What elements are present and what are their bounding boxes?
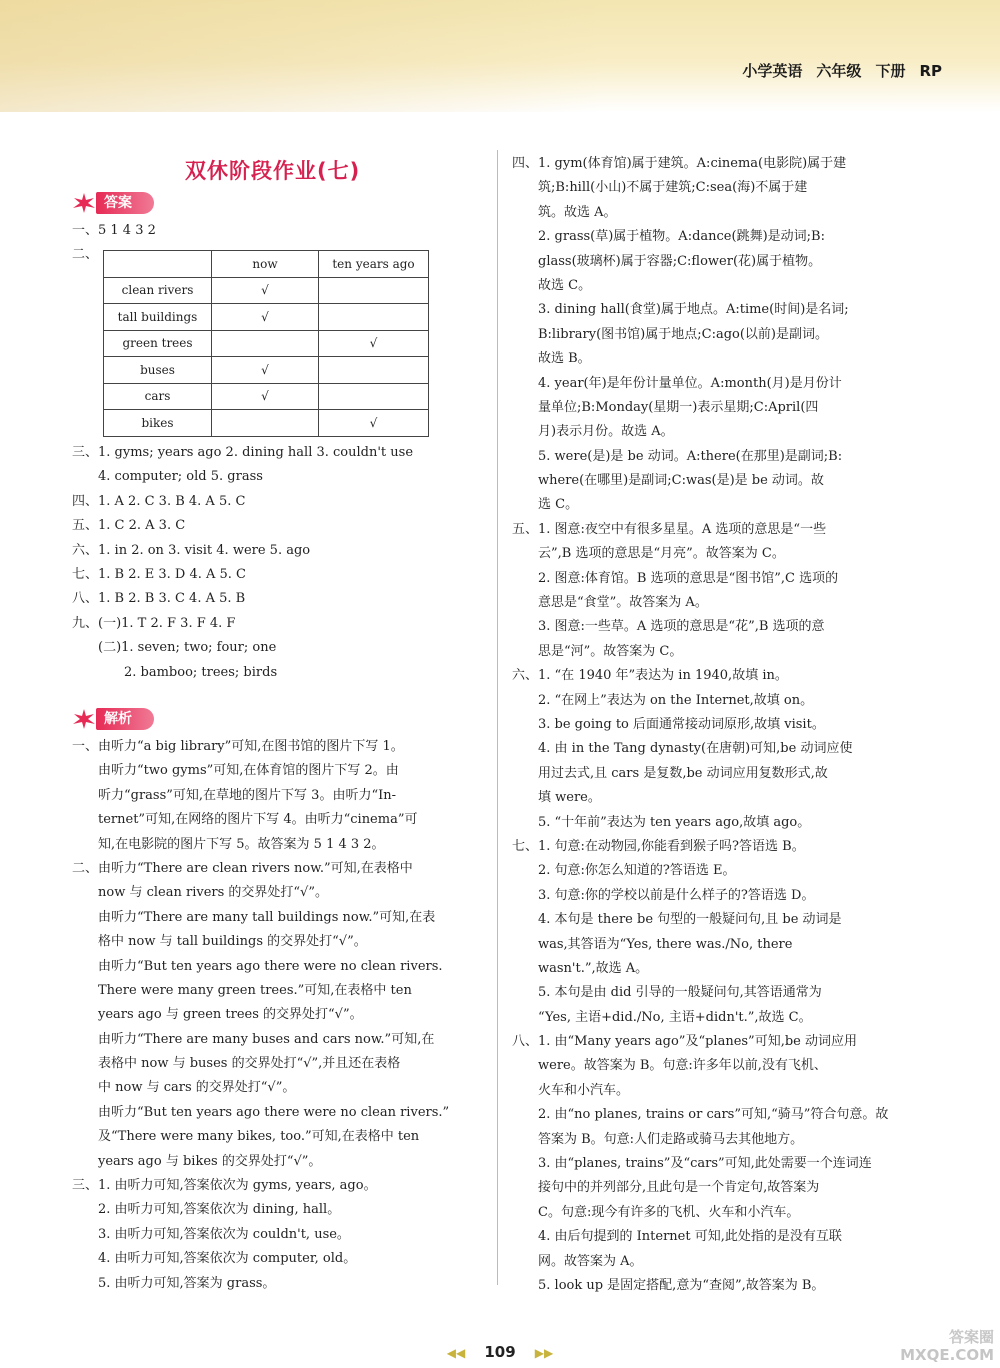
table-row xyxy=(104,410,429,437)
analysis-line: 2. 由听力可知,答案依次为 dining, hall。 xyxy=(72,1202,341,1218)
analysis-line: 填 were。 xyxy=(512,790,601,806)
answer-line: 六、1. in 2. on 3. visit 4. were 5. ago xyxy=(72,542,311,558)
analysis-line: 思是“河”。故答案为 C。 xyxy=(512,643,683,659)
analysis-line: 七、1. 句意:在动物园,你能看到猴子吗?答语选 B。 xyxy=(512,838,805,854)
analysis-line: 八、1. 由“Many years ago”及“planes”可知,be 动词应用 xyxy=(512,1034,857,1050)
table-header-cell: ten years ago xyxy=(319,251,429,278)
analysis-line: 2. grass(草)属于植物。A:dance(跳舞)是动词;B: xyxy=(512,229,825,245)
analysis-line: 5. 由听力可知,答案为 grass。 xyxy=(72,1275,276,1291)
table-cell: √ xyxy=(212,304,319,331)
table-header-cell xyxy=(104,251,212,278)
answer-table xyxy=(103,250,429,437)
answers-tag xyxy=(72,192,154,214)
table-cell: √ xyxy=(212,277,319,304)
column-divider xyxy=(497,150,498,1285)
answer-line: 九、(一)1. T 2. F 3. F 4. F xyxy=(72,615,236,631)
table-row xyxy=(104,357,429,384)
answer-line: 五、1. C 2. A 3. C xyxy=(72,518,186,534)
table-cell: √ xyxy=(319,330,429,357)
analysis-line: 2. 句意:你怎么知道的?答语选 E。 xyxy=(512,863,736,879)
analysis-tag xyxy=(72,708,154,730)
table-cell xyxy=(319,383,429,410)
table-cell: buses xyxy=(104,357,212,384)
header-info xyxy=(728,60,942,81)
analysis-line: B:library(图书馆)属于地点;C:ago(以前)是副词。 xyxy=(512,326,828,342)
answer-line: 三、1. gyms; years ago 2. dining hall 3. couldn't use xyxy=(72,445,414,460)
analysis-line: 火车和小汽车。 xyxy=(512,1082,630,1098)
table-row xyxy=(104,277,429,304)
analysis-line: 选 C。 xyxy=(512,497,579,513)
analysis-line: 2. 图意:体育馆。B 选项的意思是“图书馆”,C 选项的 xyxy=(512,570,839,586)
analysis-line: 意思是“食堂”。故答案为 A。 xyxy=(512,595,708,611)
page-footer xyxy=(0,1342,1000,1361)
header-subject: 小学英语 xyxy=(742,62,803,80)
analysis-line: 中 now 与 cars 的交界处打“√”。 xyxy=(72,1080,296,1096)
analysis-line: 5. 本句是由 did 引导的一般疑问句,其答语通常为 xyxy=(512,985,822,1001)
analysis-line: 故选 C。 xyxy=(512,277,592,293)
answers-block-2 xyxy=(72,441,492,685)
analysis-line: 故选 B。 xyxy=(512,351,591,367)
analysis-right-column xyxy=(512,152,937,1298)
table-row xyxy=(104,330,429,357)
analysis-line: 筑;B:hill(小山)不属于建筑;C:sea(海)不属于建 xyxy=(512,180,808,196)
analysis-line: 五、1. 图意:夜空中有很多星星。A 选项的意思是“一些 xyxy=(512,521,827,537)
analysis-line: 云”,B 选项的意思是“月亮”。故答案为 C。 xyxy=(512,546,785,562)
analysis-line: 3. 由听力可知,答案依次为 couldn't, use。 xyxy=(72,1226,350,1242)
answer-line: 八、1. B 2. B 3. C 4. A 5. B xyxy=(72,591,246,607)
analysis-line: 4. year(年)是年份计量单位。A:month(月)是月份计 xyxy=(512,375,842,391)
burst-icon xyxy=(72,708,96,730)
analysis-line: 筑。故选 A。 xyxy=(512,204,617,220)
answer-line: 四、1. A 2. C 3. B 4. A 5. C xyxy=(72,493,246,509)
banner-texture xyxy=(0,0,600,112)
analysis-line: 听力“grass”可知,在草地的图片下写 3。由听力“In- xyxy=(72,787,397,803)
analysis-line: 四、1. gym(体育馆)属于建筑。A:cinema(电影院)属于建 xyxy=(512,156,847,171)
analysis-line: 3. dining hall(食堂)属于地点。A:time(时间)是名词; xyxy=(512,302,849,318)
analysis-line: 由听力“But ten years ago there were no clean rivers. xyxy=(72,958,443,974)
analysis-line: 及“There were many bikes, too.”可知,在表格中 ten xyxy=(72,1129,420,1145)
answer-line: 一、5 1 4 3 2 xyxy=(72,223,156,238)
table-cell xyxy=(319,277,429,304)
analysis-line: 5. look up 是固定搭配,意为“查阅”,故答案为 B。 xyxy=(512,1277,825,1293)
table-header-row xyxy=(104,251,429,278)
header-banner xyxy=(0,0,1000,112)
answer-line: 2. bamboo; trees; birds xyxy=(72,664,278,680)
page-title: 双休阶段作业(七) xyxy=(185,159,361,183)
table-cell: green trees xyxy=(104,330,212,357)
analysis-line: 4. 由后句提到的 Internet 可知,此处指的是没有互联 xyxy=(512,1229,842,1245)
analysis-line: 2. 由“no planes, trains or cars”可知,“骑马”符合句意。故 xyxy=(512,1107,889,1123)
answer-line: 4. computer; old 5. grass xyxy=(72,469,263,485)
table-header-cell: now xyxy=(212,251,319,278)
analysis-line: 月)表示月份。故选 A。 xyxy=(512,424,674,440)
analysis-left-column xyxy=(72,735,492,1296)
analysis-line: 2. “在网上”表达为 on the Internet,故填 on。 xyxy=(512,692,814,708)
next-arrows-icon: ▶▶ xyxy=(534,1346,554,1360)
analysis-line: C。句意:现今有许多的飞机、火车和小汽车。 xyxy=(512,1204,800,1220)
table-cell: tall buildings xyxy=(104,304,212,331)
table-cell xyxy=(212,410,319,437)
analysis-line: glass(玻璃杯)属于容器;C:flower(花)属于植物。 xyxy=(512,253,822,269)
table-row xyxy=(104,383,429,410)
page-number: 109 xyxy=(484,1343,516,1361)
analysis-line: 格中 now 与 tall buildings 的交界处打“√”。 xyxy=(72,934,367,950)
analysis-line: 4. 本句是 there be 句型的一般疑问句,且 be 动词是 xyxy=(512,912,842,928)
table-cell: √ xyxy=(212,383,319,410)
analysis-line: 用过去式,且 cars 是复数,be 动词应用复数形式,故 xyxy=(512,765,828,781)
analysis-line: 网。故答案为 A。 xyxy=(512,1253,643,1269)
analysis-line: where(在哪里)是副词;C:was(是)是 be 动词。故 xyxy=(512,473,824,489)
analysis-line: 5. “十年前”表达为 ten years ago,故填 ago。 xyxy=(512,814,811,830)
analysis-line: 三、1. 由听力可知,答案依次为 gyms, years, ago。 xyxy=(72,1178,377,1194)
analysis-line: 二、由听力“There are clean rivers now.”可知,在表格中 xyxy=(72,860,413,876)
answer-line: 二、 xyxy=(72,247,99,263)
table-cell xyxy=(319,357,429,384)
watermark-line2: MXQE.COM xyxy=(900,1346,994,1364)
burst-icon xyxy=(72,192,96,214)
analysis-line: were。故答案为 B。句意:许多年以前,没有飞机、 xyxy=(512,1058,827,1074)
answer-line: (二)1. seven; two; four; one xyxy=(72,640,277,656)
table-cell xyxy=(319,304,429,331)
analysis-line: ternet”可知,在网络的图片下写 4。由听力“cinema”可 xyxy=(72,812,418,828)
analysis-line: 答案为 B。句意:人们走路或骑马去其他地方。 xyxy=(512,1131,804,1147)
watermark-line1: 答案圈 xyxy=(948,1328,994,1346)
analysis-line: 4. 由 in the Tang dynasty(在唐朝)可知,be 动词应使 xyxy=(512,741,853,757)
table-cell xyxy=(212,330,319,357)
header-edition: RP xyxy=(919,62,942,80)
analysis-line: 3. 图意:一些草。A 选项的意思是“花”,B 选项的意 xyxy=(512,619,825,635)
analysis-line: “Yes, 主语+did./No, 主语+didn't.”,故选 C。 xyxy=(512,1009,812,1025)
analysis-line: 接句中的并列部分,且此句是一个肯定句,故答案为 xyxy=(512,1180,820,1196)
analysis-line: 由听力“There are many tall buildings now.”可知,在表 xyxy=(72,909,436,925)
table-cell: cars xyxy=(104,383,212,410)
analysis-line: 5. were(是)是 be 动词。A:there(在那里)是副词;B: xyxy=(512,448,843,464)
table-cell: clean rivers xyxy=(104,277,212,304)
prev-arrows-icon: ◀◀ xyxy=(446,1346,466,1360)
analysis-line: 由听力“There are many buses and cars now.”可知,在 xyxy=(72,1031,435,1047)
watermark xyxy=(900,1328,994,1364)
analysis-line: now 与 clean rivers 的交界处打“√”。 xyxy=(72,885,328,901)
analysis-line: 3. 由“planes, trains”及“cars”可知,此处需要一个连词连 xyxy=(512,1156,872,1172)
analysis-line: years ago 与 green trees 的交界处打“√”。 xyxy=(72,1007,363,1023)
analysis-line: 3. 句意:你的学校以前是什么样子的?答语选 D。 xyxy=(512,887,815,903)
analysis-line: 六、1. “在 1940 年”表达为 in 1940,故填 in。 xyxy=(512,668,788,684)
table-cell: bikes xyxy=(104,410,212,437)
analysis-line: 知,在电影院的图片下写 5。故答案为 5 1 4 3 2。 xyxy=(72,836,385,852)
table-row xyxy=(104,304,429,331)
table-cell: √ xyxy=(212,357,319,384)
analysis-line: 由听力“two gyms”可知,在体育馆的图片下写 2。由 xyxy=(72,763,399,779)
analysis-tag-label: 解析 xyxy=(96,708,154,730)
analysis-line: 4. 由听力可知,答案依次为 computer, old。 xyxy=(72,1251,357,1267)
analysis-line: 一、由听力“a big library”可知,在图书馆的图片下写 1。 xyxy=(72,739,404,754)
answers-tag-label: 答案 xyxy=(96,192,154,214)
analysis-line: wasn't.”,故选 A。 xyxy=(512,960,649,976)
header-grade: 六年级 xyxy=(816,62,862,80)
analysis-line: 由听力“But ten years ago there were no clean rivers.” xyxy=(72,1104,450,1120)
header-volume: 下册 xyxy=(875,62,906,80)
answer-line: 七、1. B 2. E 3. D 4. A 5. C xyxy=(72,566,247,582)
table-cell: √ xyxy=(319,410,429,437)
analysis-line: was,其答语为“Yes, there was./No, there xyxy=(512,936,793,952)
analysis-line: There were many green trees.”可知,在表格中 ten xyxy=(72,982,412,998)
analysis-line: 表格中 now 与 buses 的交界处打“√”,并且还在表格 xyxy=(72,1056,401,1072)
analysis-line: years ago 与 bikes 的交界处打“√”。 xyxy=(72,1153,322,1169)
analysis-line: 量单位;B:Monday(星期一)表示星期;C:April(四 xyxy=(512,399,819,415)
analysis-line: 3. be going to 后面通常接动词原形,故填 visit。 xyxy=(512,716,825,732)
